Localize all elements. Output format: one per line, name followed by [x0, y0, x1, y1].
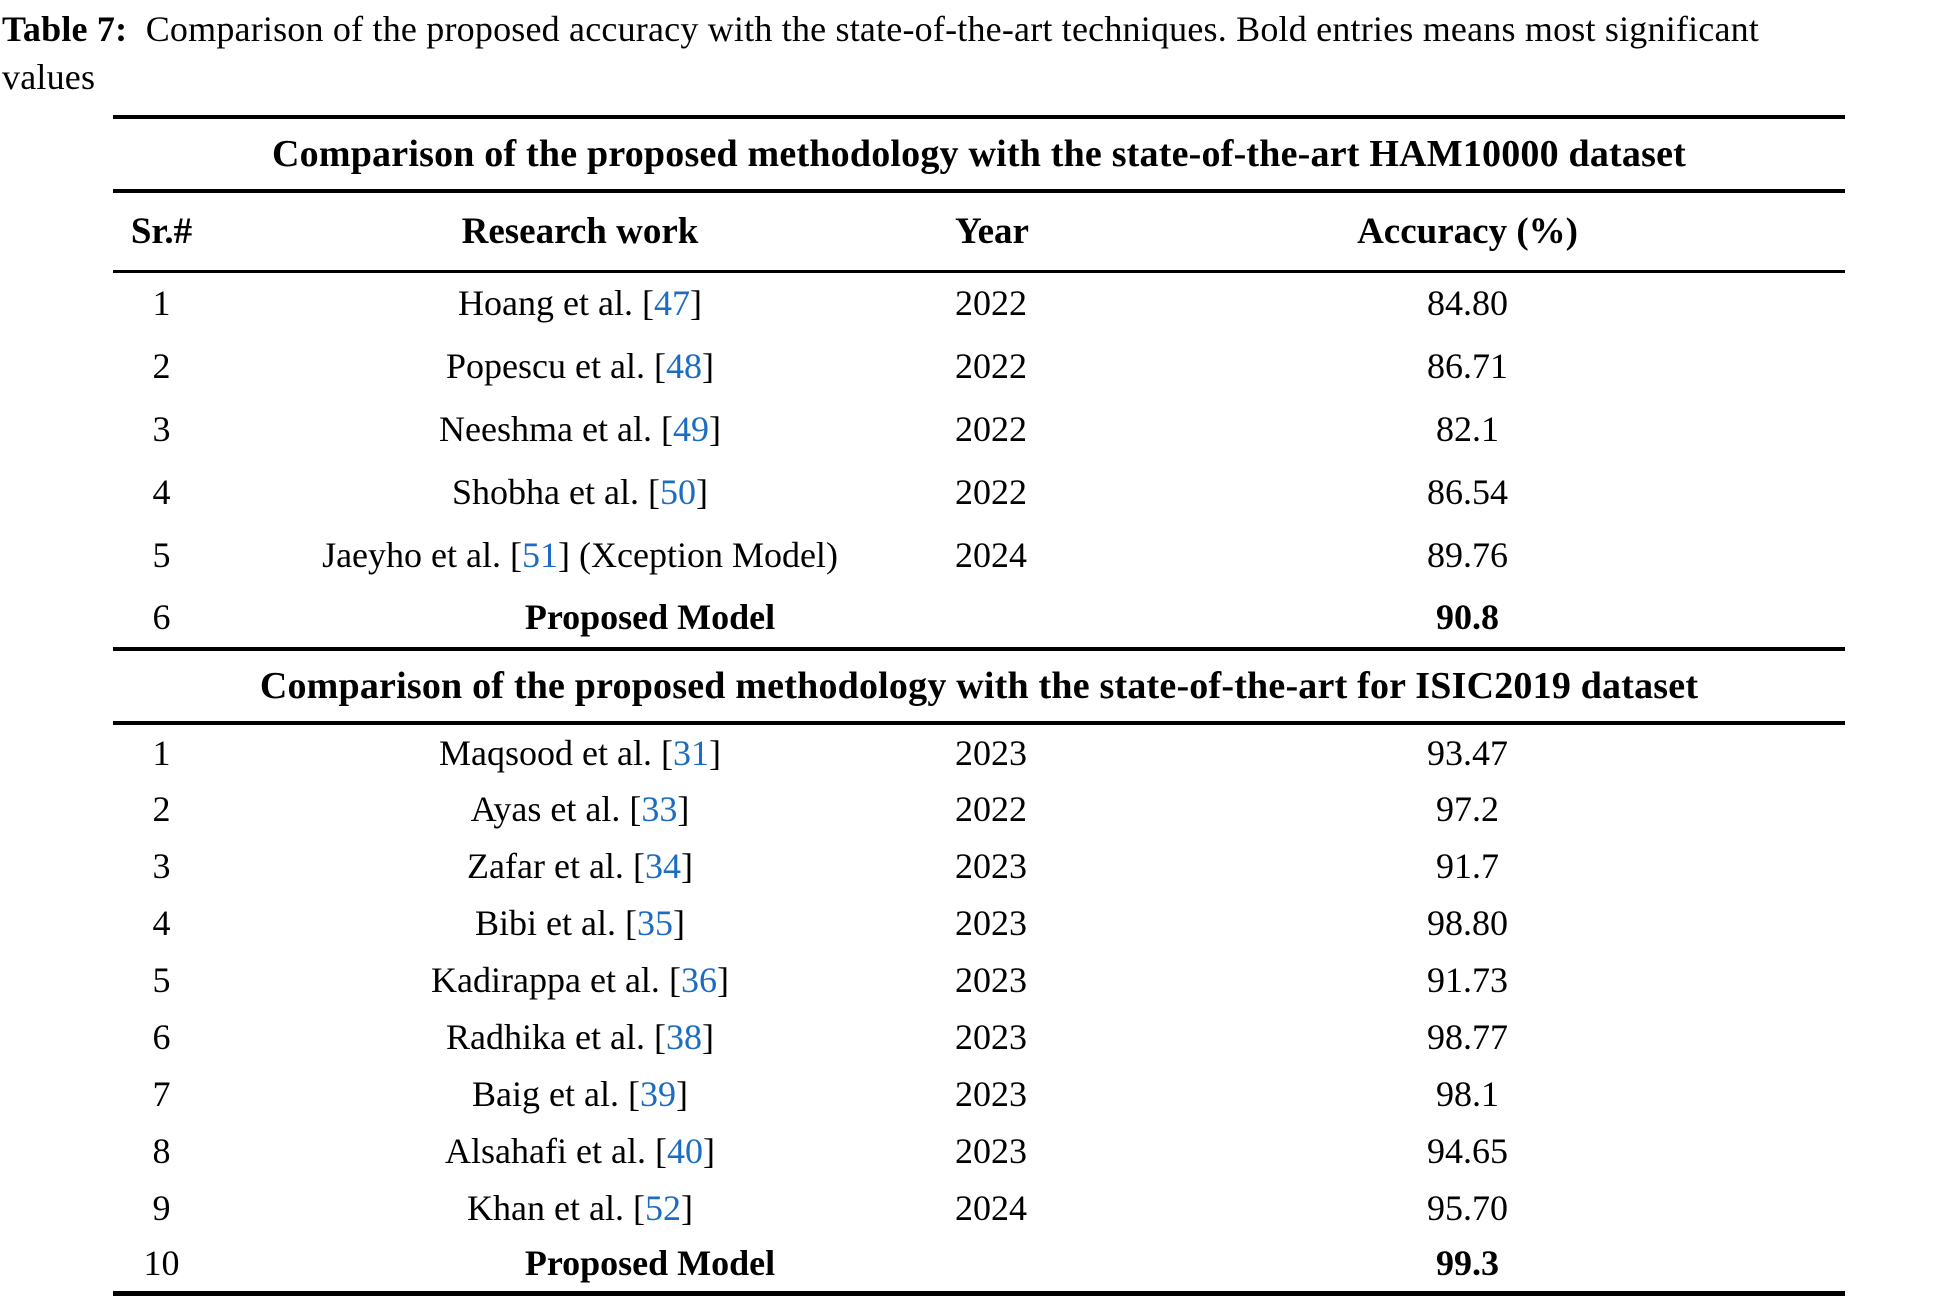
- cell-year: 2022: [955, 471, 1027, 512]
- citation-close-bracket: ]: [701, 1016, 714, 1057]
- citation-close-bracket: ]: [701, 345, 714, 386]
- cell-year: 2023: [955, 1016, 1027, 1057]
- cell-year: 2022: [955, 345, 1027, 386]
- citation-open-bracket: [: [654, 1130, 667, 1171]
- research-work-text: Zafar et al.: [467, 845, 633, 886]
- table-caption: [2, 6, 1954, 101]
- column-header-sr: Sr.#: [130, 210, 193, 252]
- research-work-text: Alsahafi et al.: [445, 1130, 655, 1171]
- table-caption-text-line2: values: [2, 56, 96, 97]
- cell-research-work: [210, 894, 950, 951]
- cell-serial: 2: [152, 788, 171, 829]
- citation-link[interactable]: 51: [522, 534, 558, 575]
- table-row: [113, 1122, 1845, 1179]
- cell-year: 2022: [955, 408, 1027, 449]
- section-title-row: [113, 649, 1845, 723]
- cell-serial: 1: [152, 283, 171, 324]
- cell-serial: 4: [152, 902, 171, 943]
- cell-year: 2024: [955, 1187, 1027, 1228]
- cell-accuracy: 91.73: [1427, 959, 1509, 1000]
- citation-close-bracket: ]: [708, 408, 721, 449]
- citation-close-bracket: ]: [675, 1073, 688, 1114]
- citation-close-bracket: ]: [689, 283, 702, 324]
- table-row: [113, 1008, 1845, 1065]
- citation-link[interactable]: 35: [636, 902, 673, 943]
- citation-close-bracket: ]: [558, 534, 570, 575]
- citation-link[interactable]: 31: [672, 732, 709, 773]
- research-work-text: Bibi et al.: [475, 902, 625, 943]
- table-row: [113, 894, 1845, 951]
- cell-accuracy: 91.7: [1436, 845, 1500, 886]
- citation-link[interactable]: 33: [641, 788, 678, 829]
- citation-close-bracket: ]: [702, 1130, 715, 1171]
- column-header-year: Year: [955, 210, 1029, 252]
- section-title-row: [113, 117, 1845, 191]
- cell-accuracy: 86.71: [1427, 345, 1509, 386]
- cell-year: 2023: [955, 1073, 1027, 1114]
- citation-link[interactable]: 34: [644, 845, 681, 886]
- citation-link[interactable]: 38: [665, 1016, 702, 1057]
- citation-close-bracket: ]: [716, 959, 729, 1000]
- table-caption-label: Table 7:: [2, 9, 128, 49]
- citation-open-bracket: [: [668, 959, 681, 1000]
- cell-accuracy: 82.1: [1436, 408, 1500, 449]
- cell-serial: 3: [152, 845, 171, 886]
- cell-research-work: [210, 1122, 950, 1179]
- cell-year: 2022: [955, 788, 1027, 829]
- table-row: [113, 334, 1845, 397]
- cell-accuracy: 95.70: [1427, 1187, 1509, 1228]
- citation-link[interactable]: 50: [659, 471, 696, 512]
- research-work-text: Hoang et al.: [458, 283, 642, 324]
- research-work-text: Neeshma et al.: [439, 408, 661, 449]
- cell-research-work: [210, 271, 950, 334]
- citation-close-bracket: ]: [708, 732, 721, 773]
- cell-research-work: [210, 951, 950, 1008]
- research-work-suffix: (Xception Model): [570, 534, 838, 575]
- cell-research-work: Proposed Model: [524, 1243, 776, 1284]
- citation-link[interactable]: 47: [653, 283, 690, 324]
- table-row: [113, 1236, 1845, 1293]
- table-row: [113, 780, 1845, 837]
- citation-close-bracket: ]: [680, 845, 693, 886]
- citation-open-bracket: [: [653, 1016, 666, 1057]
- cell-serial: 5: [152, 534, 171, 575]
- cell-serial: 5: [152, 959, 171, 1000]
- table-row: [113, 397, 1845, 460]
- table-row: [113, 951, 1845, 1008]
- table-row: [113, 1179, 1845, 1236]
- citation-link[interactable]: 52: [644, 1187, 681, 1228]
- cell-accuracy: 90.8: [1436, 596, 1500, 637]
- cell-serial: 8: [152, 1130, 171, 1171]
- cell-research-work: Proposed Model: [524, 596, 776, 637]
- cell-research-work: [210, 780, 950, 837]
- citation-open-bracket: [: [510, 534, 522, 575]
- citation-link[interactable]: 36: [680, 959, 717, 1000]
- cell-research-work: [210, 1179, 950, 1236]
- table-row: [113, 271, 1845, 334]
- research-work-text: Maqsood et al.: [439, 732, 661, 773]
- cell-year: 2023: [955, 732, 1027, 773]
- citation-link[interactable]: 40: [666, 1130, 703, 1171]
- citation-close-bracket: ]: [677, 788, 690, 829]
- cell-serial: 4: [152, 471, 171, 512]
- cell-serial: 6: [152, 1016, 171, 1057]
- citation-close-bracket: ]: [695, 471, 708, 512]
- table-caption-text-line1: Comparison of the proposed accuracy with the state-of-the-art techniques. Bold entries means most significant: [145, 9, 1760, 49]
- column-header-row: [113, 191, 1845, 271]
- cell-serial: 10: [143, 1243, 180, 1284]
- cell-year: 2022: [955, 283, 1027, 324]
- cell-year: 2023: [955, 1130, 1027, 1171]
- cell-research-work: [210, 837, 950, 894]
- table-row: [113, 460, 1845, 523]
- cell-accuracy: 89.76: [1427, 534, 1509, 575]
- cell-serial: 1: [152, 732, 171, 773]
- cell-accuracy: 93.47: [1427, 732, 1509, 773]
- cell-serial: 9: [152, 1187, 171, 1228]
- citation-open-bracket: [: [632, 845, 645, 886]
- citation-open-bracket: [: [624, 902, 637, 943]
- cell-serial: 2: [152, 345, 171, 386]
- cell-serial: 3: [152, 408, 171, 449]
- section-title: Comparison of the proposed methodology with the state-of-the-art HAM10000 dataset: [272, 133, 1687, 176]
- cell-year: 2023: [955, 902, 1027, 943]
- research-work-text: Ayas et al.: [470, 788, 630, 829]
- citation-link[interactable]: 48: [665, 345, 702, 386]
- citation-open-bracket: [: [632, 1187, 645, 1228]
- research-work-text: Jaeyho et al.: [322, 534, 510, 575]
- cell-accuracy: 84.80: [1427, 283, 1509, 324]
- cell-year: 2023: [955, 845, 1027, 886]
- section-title: Comparison of the proposed methodology with the state-of-the-art for ISIC2019 dataset: [259, 665, 1699, 708]
- cell-research-work: [210, 723, 950, 780]
- cell-year: 2023: [955, 959, 1027, 1000]
- table-row: [113, 586, 1845, 649]
- cell-research-work: [210, 397, 950, 460]
- cell-research-work: [210, 523, 950, 586]
- cell-research-work: [210, 1008, 950, 1065]
- table-row: [113, 723, 1845, 780]
- research-work-text: Baig et al.: [472, 1073, 628, 1114]
- research-work-text: Radhika et al.: [446, 1016, 654, 1057]
- citation-open-bracket: [: [653, 345, 666, 386]
- citation-open-bracket: [: [660, 408, 673, 449]
- cell-accuracy: 98.1: [1436, 1073, 1500, 1114]
- research-work-text: Shobha et al.: [452, 471, 648, 512]
- cell-accuracy: 98.80: [1427, 902, 1509, 943]
- cell-year: 2024: [955, 534, 1027, 575]
- citation-open-bracket: [: [647, 471, 660, 512]
- research-work-text: Khan et al.: [467, 1187, 633, 1228]
- table-row: [113, 1065, 1845, 1122]
- cell-research-work: [210, 1065, 950, 1122]
- cell-serial: 7: [152, 1073, 171, 1114]
- cell-accuracy: 86.54: [1427, 471, 1509, 512]
- citation-link[interactable]: 39: [639, 1073, 676, 1114]
- cell-research-work: [210, 460, 950, 523]
- citation-close-bracket: ]: [680, 1187, 693, 1228]
- cell-serial: 6: [152, 596, 171, 637]
- research-work-text: Popescu et al.: [446, 345, 654, 386]
- cell-accuracy: 99.3: [1436, 1243, 1500, 1284]
- table-row: [113, 837, 1845, 894]
- citation-open-bracket: [: [627, 1073, 640, 1114]
- cell-accuracy: 98.77: [1427, 1016, 1509, 1057]
- citation-open-bracket: [: [629, 788, 642, 829]
- citation-link[interactable]: 49: [672, 408, 709, 449]
- column-header-accuracy: Accuracy (%): [1357, 210, 1578, 252]
- cell-research-work: [210, 334, 950, 397]
- cell-accuracy: 94.65: [1427, 1130, 1509, 1171]
- citation-open-bracket: [: [641, 283, 654, 324]
- citation-open-bracket: [: [660, 732, 673, 773]
- comparison-table: [113, 115, 1845, 1296]
- citation-close-bracket: ]: [672, 902, 685, 943]
- cell-accuracy: 97.2: [1436, 788, 1500, 829]
- column-header-research: Research work: [461, 210, 699, 252]
- table-row: [113, 523, 1845, 586]
- research-work-text: Kadirappa et al.: [431, 959, 669, 1000]
